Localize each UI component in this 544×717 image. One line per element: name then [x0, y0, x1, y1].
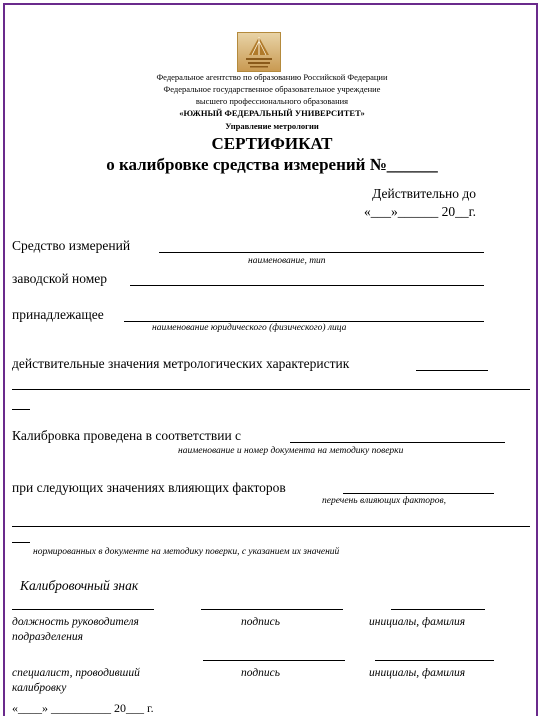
instrument-hint: наименование, тип — [248, 256, 326, 266]
specialist-initials-line[interactable] — [375, 660, 494, 661]
factors-line-3[interactable] — [12, 542, 30, 543]
header-department: Управление метрологии — [225, 121, 319, 131]
head-initials-caption: инициалы, фамилия — [369, 616, 466, 628]
header-agency: Федеральное агентство по образованию Российской Федерации — [156, 72, 388, 82]
factors-hint: перечень влияющих факторов, — [322, 496, 447, 506]
owner-line[interactable] — [124, 321, 484, 322]
actual-values-line-3[interactable] — [12, 409, 30, 410]
validity-label: Действительно до — [372, 186, 476, 201]
actual-values-line-1[interactable] — [416, 370, 488, 371]
head-position-caption: должность руководителя — [12, 616, 139, 628]
factors-line-1[interactable] — [343, 493, 494, 494]
certificate-title: СЕРТИФИКАТ — [211, 134, 333, 153]
specialist-caption-2: калибровку — [12, 682, 67, 694]
header-education: высшего профессионального образования — [195, 96, 349, 106]
head-position-caption-2: подразделения — [12, 631, 83, 643]
specialist-signature-line[interactable] — [203, 660, 345, 661]
factors-label: при следующих значениях влияющих факторов — [12, 480, 286, 495]
owner-hint: наименование юридического (физического) лица — [152, 323, 347, 333]
calibration-label: Калибровка проведена в соответствии с — [12, 428, 242, 443]
header-institution: Федеральное государственное образовательное учреждение — [163, 84, 381, 94]
specialist-caption: специалист, проводивший — [12, 667, 140, 679]
calibration-hint: наименование и номер документа на методику поверки — [178, 446, 404, 456]
serial-label: заводской номер — [12, 271, 108, 286]
certificate-subtitle: о калибровке средства измерений №______ — [106, 155, 438, 174]
factors-hint-2: нормированных в документе на методику поверки, с указанием их значений — [33, 547, 340, 557]
actual-values-line-2[interactable] — [12, 389, 530, 390]
instrument-label: Средство измерений — [12, 238, 131, 253]
instrument-line[interactable] — [159, 252, 484, 253]
issue-date: «____» __________ 20___ г. — [12, 701, 154, 715]
head-signature-line[interactable] — [201, 609, 343, 610]
head-signature-caption: подпись — [241, 616, 281, 628]
header-university: «ЮЖНЫЙ ФЕДЕРАЛЬНЫЙ УНИВЕРСИТЕТ» — [179, 108, 365, 118]
head-position-line[interactable] — [12, 609, 154, 610]
validity-date: «___»______ 20__г. — [363, 204, 476, 219]
specialist-signature-caption: подпись — [241, 667, 281, 679]
calibration-line[interactable] — [290, 442, 505, 443]
head-initials-line[interactable] — [391, 609, 485, 610]
specialist-initials-caption: инициалы, фамилия — [369, 667, 466, 679]
owner-label: принадлежащее — [12, 307, 104, 322]
factors-line-2[interactable] — [12, 526, 530, 527]
university-logo — [237, 32, 281, 72]
serial-line[interactable] — [130, 285, 484, 286]
calibration-mark-label: Калибровочный знак — [20, 578, 139, 593]
actual-values-label: действительные значения метрологических характеристик — [12, 356, 350, 371]
